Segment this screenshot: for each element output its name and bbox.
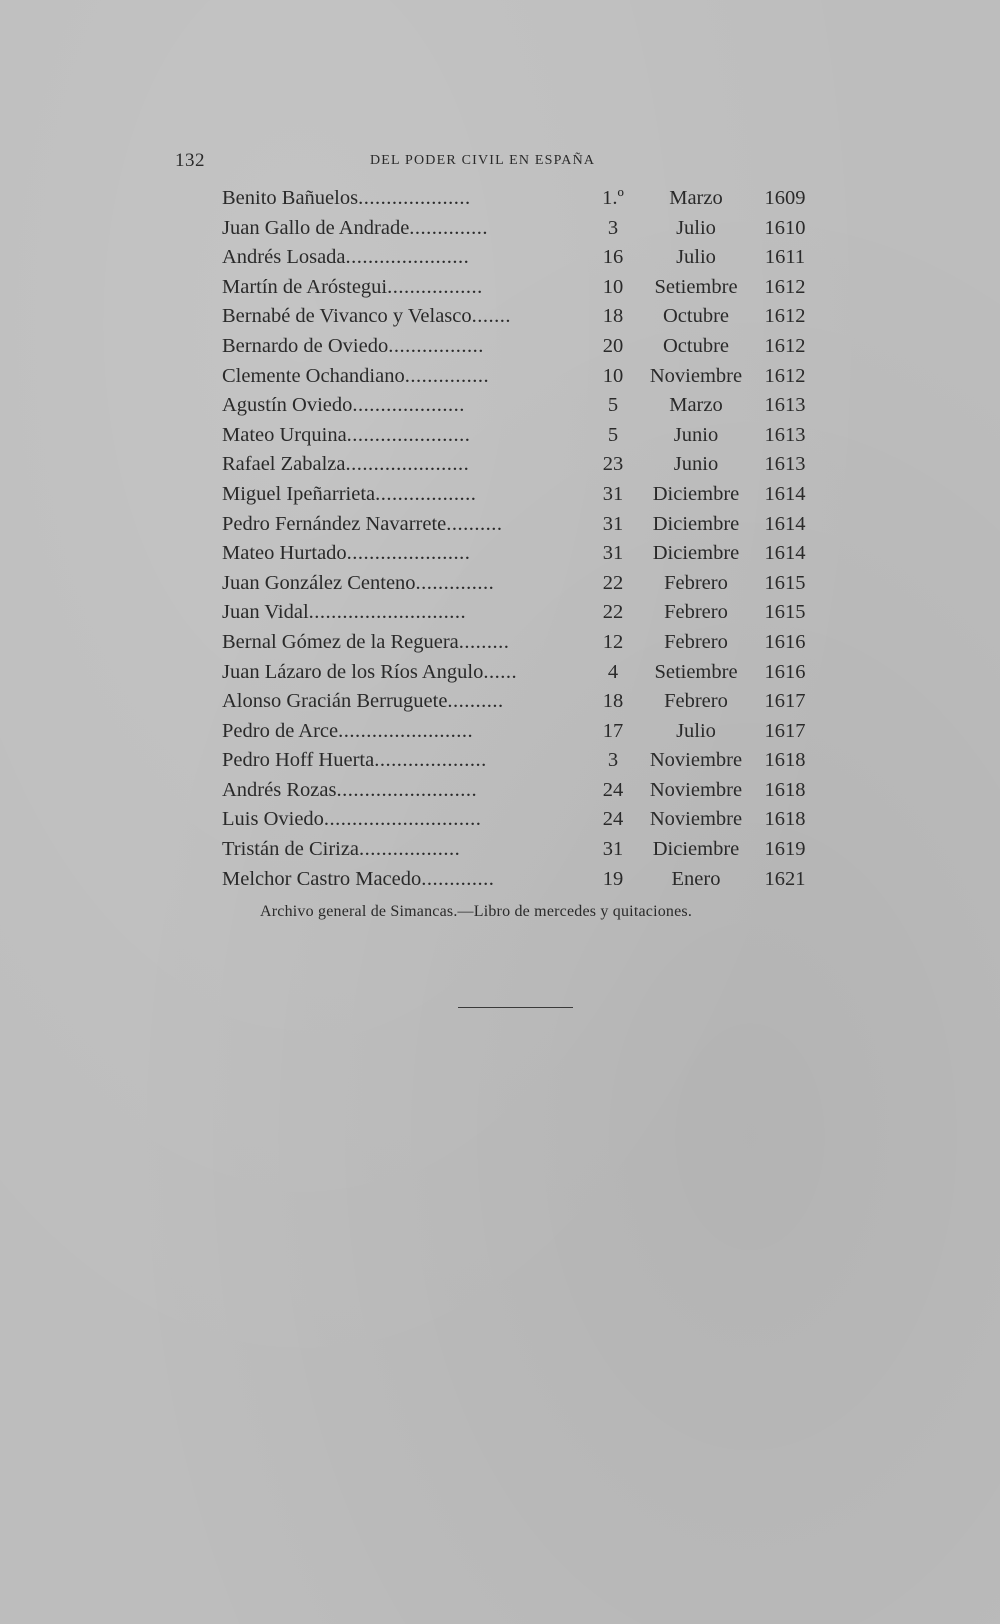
entry-month: Febrero: [664, 630, 728, 653]
entry-name: [222, 865, 584, 895]
entry-name: [222, 184, 584, 214]
entry-month: Febrero: [664, 571, 728, 594]
entry-name-text: Benito Bañuelos: [222, 187, 359, 209]
entry-name: [222, 421, 584, 451]
entry-year: 1612: [764, 275, 806, 298]
entry-name-text: Juan González Centeno: [222, 571, 416, 594]
entry-leader-dots: ....................: [352, 394, 465, 417]
entry-day: 4: [607, 660, 619, 683]
list-item: [222, 214, 812, 244]
list-item: [222, 391, 812, 421]
entry-name: [222, 717, 584, 747]
list-item: [222, 776, 812, 806]
entry-leader-dots: ............................: [323, 808, 482, 831]
entry-month: Febrero: [664, 690, 728, 713]
list-item: [222, 598, 812, 628]
entry-name: [222, 835, 584, 865]
entry-year: 1614: [764, 542, 806, 565]
entry-name-text: Mateo Urquina: [222, 423, 347, 446]
list-item: [222, 835, 812, 865]
list-item: [222, 184, 812, 214]
entry-name: [222, 302, 584, 332]
entry-leader-dots: .............: [421, 867, 495, 890]
entry-name: [222, 480, 584, 510]
entry-day: 1.º: [602, 187, 624, 209]
entry-year: 1616: [764, 630, 806, 653]
entry-month: Junio: [673, 453, 719, 476]
entry-day: 24: [602, 778, 624, 801]
entry-day: 18: [602, 305, 624, 328]
entry-name: [222, 214, 584, 244]
entry-leader-dots: ...............: [404, 364, 490, 387]
entry-month: Noviembre: [649, 364, 743, 387]
entry-day: 12: [602, 630, 624, 653]
entry-year: 1618: [764, 778, 806, 801]
entry-leader-dots: .................: [388, 334, 484, 357]
entry-month: Setiembre: [654, 275, 738, 298]
entry-name: [222, 362, 584, 392]
entry-day: 22: [602, 571, 624, 594]
list-item: [222, 362, 812, 392]
entry-name-text: Clemente Ochandiano: [222, 364, 405, 387]
entry-day: 18: [602, 690, 624, 713]
list-item: [222, 746, 812, 776]
list-item: [222, 539, 812, 569]
entry-name-text: Melchor Castro Macedo: [222, 867, 422, 890]
entry-name-text: Bernal Gómez de la Reguera: [222, 630, 459, 653]
entry-leader-dots: ......................: [345, 453, 470, 476]
entry-leader-dots: ......................: [346, 542, 471, 565]
entry-year: 1613: [764, 423, 806, 446]
entry-month: Julio: [676, 246, 716, 269]
running-title: DEL PODER CIVIL EN ESPAÑA: [370, 153, 596, 168]
list-item: [222, 628, 812, 658]
entry-month: Marzo: [669, 187, 723, 209]
list-item: [222, 805, 812, 835]
entry-leader-dots: ..........: [447, 690, 504, 713]
entry-leader-dots: ..........: [446, 512, 503, 535]
list-item: [222, 865, 812, 895]
entry-name-text: Agustín Oviedo: [222, 394, 353, 417]
entry-month: Marzo: [669, 394, 723, 417]
entry-name-text: Miguel Ipeñarrieta: [222, 482, 376, 505]
entry-month: Octubre: [662, 334, 730, 357]
entry-leader-dots: ..............: [415, 571, 495, 594]
entry-day: 16: [602, 246, 624, 269]
entry-name-text: Andrés Losada: [222, 246, 346, 269]
list-item: [222, 480, 812, 510]
entry-month: Diciembre: [652, 482, 740, 505]
entry-name-text: Juan Vidal: [222, 601, 309, 624]
entry-name: [222, 746, 584, 776]
entry-name-text: Bernabé de Vivanco y Velasco: [222, 305, 472, 328]
entry-leader-dots: ..................: [359, 838, 461, 861]
entry-name: [222, 658, 584, 688]
entry-month: Diciembre: [652, 542, 740, 565]
entry-name-text: Rafael Zabalza: [222, 453, 346, 476]
entry-name: [222, 450, 584, 480]
list-item: [222, 332, 812, 362]
entry-leader-dots: ........................: [338, 719, 474, 742]
entry-day: 31: [602, 512, 624, 535]
list-item: [222, 687, 812, 717]
entry-year: 1616: [764, 660, 806, 683]
entry-year: 1612: [764, 364, 806, 387]
entry-name: [222, 687, 584, 717]
entry-name: [222, 273, 584, 303]
entry-month: Diciembre: [652, 512, 740, 535]
entry-name-text: Pedro de Arce: [222, 719, 339, 742]
list-item: [222, 421, 812, 451]
entry-name: [222, 776, 584, 806]
entry-name: [222, 628, 584, 658]
entry-leader-dots: .......: [471, 305, 511, 328]
entry-day: 31: [602, 482, 624, 505]
entry-year: 1612: [764, 305, 806, 328]
entry-year: 1617: [764, 719, 806, 742]
entry-name-text: Bernardo de Oviedo: [222, 334, 389, 357]
entry-month: Noviembre: [649, 808, 743, 831]
entry-day: 23: [602, 453, 624, 476]
entry-day: 10: [602, 364, 624, 387]
entry-name-text: Martín de Aróstegui: [222, 275, 388, 298]
entry-day: 17: [602, 719, 624, 742]
entry-name-text: Luis Oviedo: [222, 808, 324, 831]
entry-day: 3: [607, 749, 619, 772]
list-item: [222, 273, 812, 303]
entry-month: Enero: [671, 867, 721, 890]
entry-name-text: Pedro Fernández Navarrete: [222, 512, 447, 535]
entry-day: 10: [602, 275, 624, 298]
entry-year: 1609: [764, 187, 806, 209]
entry-name-text: Juan Lázaro de los Ríos Angulo: [222, 660, 484, 683]
entry-day: 24: [602, 808, 624, 831]
entry-day: 19: [602, 867, 624, 890]
entry-day: 22: [602, 601, 624, 624]
entry-month: Setiembre: [654, 660, 738, 683]
list-item: [222, 717, 812, 747]
entry-month: Octubre: [662, 305, 730, 328]
entry-year: 1610: [764, 216, 806, 239]
entry-leader-dots: ..................: [375, 482, 477, 505]
entry-leader-dots: .........................: [336, 778, 478, 801]
section-divider: [458, 1007, 573, 1008]
entry-year: 1618: [764, 749, 806, 772]
entry-month: Febrero: [664, 601, 728, 624]
entry-month: Noviembre: [649, 749, 743, 772]
entry-year: 1614: [764, 512, 806, 535]
entry-name: [222, 391, 584, 421]
entry-name: [222, 805, 584, 835]
entry-name: [222, 510, 584, 540]
entry-day: 31: [602, 838, 624, 861]
list-item: [222, 302, 812, 332]
entry-name: [222, 598, 584, 628]
entry-year: 1619: [764, 838, 806, 861]
entry-month: Julio: [676, 216, 716, 239]
entry-name: [222, 332, 584, 362]
entry-leader-dots: ............................: [308, 601, 467, 624]
entry-day: 5: [607, 394, 619, 417]
entry-year: 1612: [764, 334, 806, 357]
entry-year: 1611: [764, 246, 806, 269]
entry-leader-dots: ....................: [374, 749, 487, 772]
entry-name-text: Mateo Hurtado: [222, 542, 347, 565]
entry-day: 20: [602, 334, 624, 357]
entry-year: 1614: [764, 482, 806, 505]
entry-leader-dots: ..............: [409, 216, 489, 239]
entry-day: 31: [602, 542, 624, 565]
page-header: [175, 150, 815, 174]
entry-name: [222, 539, 584, 569]
list-item: [222, 510, 812, 540]
entry-year: 1613: [764, 453, 806, 476]
entry-name-text: Juan Gallo de Andrade: [222, 216, 410, 239]
entry-leader-dots: .........: [458, 630, 510, 653]
entry-year: 1617: [764, 690, 806, 713]
entry-year: 1615: [764, 571, 806, 594]
page-number: 132: [175, 150, 205, 171]
entry-leader-dots: ....................: [358, 187, 471, 209]
entry-day: 3: [607, 216, 619, 239]
list-item: [222, 243, 812, 273]
entry-name-text: Andrés Rozas: [222, 778, 337, 801]
entry-month: Diciembre: [652, 838, 740, 861]
entry-leader-dots: ......................: [345, 246, 470, 269]
list-item: [222, 450, 812, 480]
appointment-list: [222, 184, 812, 894]
entry-name-text: Alonso Gracián Berruguete: [222, 690, 448, 713]
entry-year: 1618: [764, 808, 806, 831]
entry-name-text: Tristán de Ciriza: [222, 838, 360, 861]
entry-leader-dots: ......................: [346, 423, 471, 446]
entry-month: Noviembre: [649, 778, 743, 801]
entry-leader-dots: .................: [387, 275, 483, 298]
list-item: [222, 658, 812, 688]
entry-leader-dots: ......: [483, 660, 518, 683]
entry-year: 1613: [764, 394, 806, 417]
entry-name: [222, 243, 584, 273]
list-item: [222, 569, 812, 599]
entry-name-text: Pedro Hoff Huerta: [222, 749, 375, 772]
entry-name: [222, 569, 584, 599]
entry-month: Julio: [676, 719, 716, 742]
entry-year: 1621: [764, 867, 806, 890]
entry-month: Junio: [673, 423, 719, 446]
source-citation: Archivo general de Simancas.—Libro de mercedes y quitaciones.: [260, 903, 693, 920]
entry-day: 5: [607, 423, 619, 446]
entry-year: 1615: [764, 601, 806, 624]
